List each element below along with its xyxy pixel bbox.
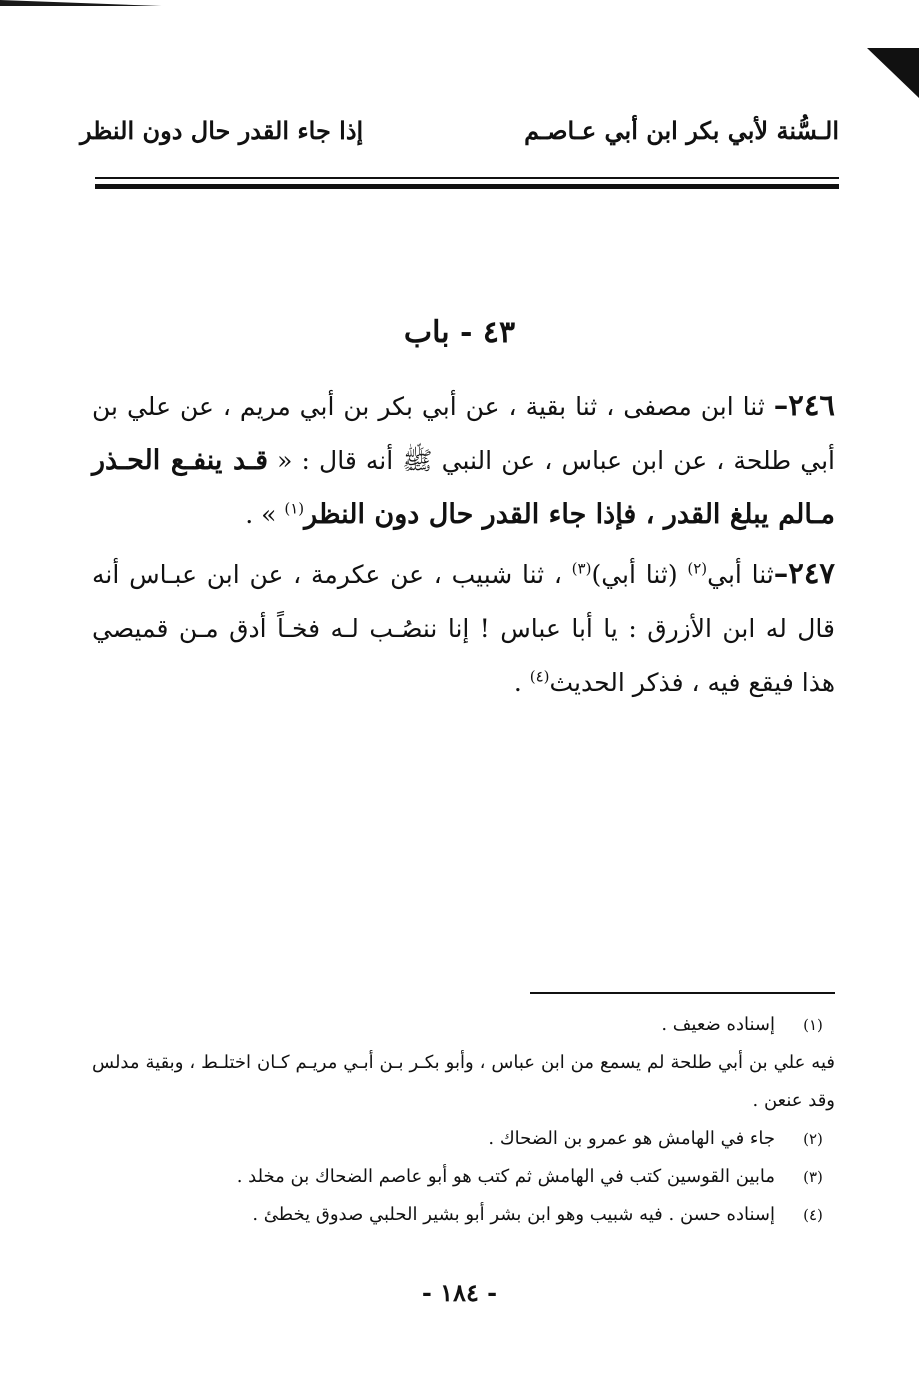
footnotes xyxy=(92,1006,835,1234)
header-rule-thick xyxy=(95,184,839,189)
hadith-text: ثنا ابن مصفى ، ثنا بقية ، عن أبي بكر بن أبي مريم ، عن علي بن أبي طلحة ، عن ابن عباس ، عن النبي ﷺ أنه قال : « xyxy=(92,392,835,475)
hadith-text: (ثنا أبي) xyxy=(591,560,688,589)
hadith-246 xyxy=(92,378,835,542)
footnote-text: مابين القوسين كتب في الهامش ثم كتب هو أبو عاصم الضحاك بن مخلد . xyxy=(236,1166,775,1187)
hadith-text: ثنا أبي xyxy=(707,560,774,589)
footnote-number: (٢) xyxy=(803,1130,823,1148)
hadith-text-end: . xyxy=(513,668,530,697)
footnote-text: إسناده ضعيف . xyxy=(661,1014,775,1035)
header-book-title: الـسُّنة لأبي بكر ابن أبي عـاصـم xyxy=(524,115,839,145)
footnote-text: إسناده حسن . فيه شبيب وهو ابن بشر أبو بشير الحلبي صدوق يخطئ . xyxy=(252,1204,775,1225)
chapter-heading: ٤٣ - باب xyxy=(403,315,516,350)
footnote-1 xyxy=(92,1006,835,1044)
footnote-number: (٣) xyxy=(803,1168,823,1186)
footnote-number: (٤) xyxy=(803,1206,823,1224)
hadith-text-end: » . xyxy=(245,500,285,529)
page-corner-marker xyxy=(867,48,919,98)
hadith-number: ٢٤٧– xyxy=(773,556,835,590)
footnote-ref-3: (٣) xyxy=(571,559,592,578)
hadith-quote: قـد ينفـع الحـذر مـالم يبلغ القدر ، فإذا جاء القدر حال دون النظر xyxy=(92,445,835,530)
footnote-1-continuation: فيه علي بن أبي طلحة لم يسمع من ابن عباس ، وأبو بكـر بـن أبـي مريـم كـان اختلـط ، وبقية مدلس وقد عنعن . xyxy=(92,1052,835,1111)
hadith-247 xyxy=(92,546,835,710)
footnote-separator xyxy=(530,992,835,994)
footnote-2 xyxy=(92,1120,835,1158)
footnote-number: (١) xyxy=(803,1016,823,1034)
footnote-4 xyxy=(92,1196,835,1234)
footnote-3 xyxy=(92,1158,835,1196)
header-rule-thin xyxy=(95,177,839,179)
hadith-text: ، ثنا شبيب ، عن عكرمة ، عن ابن عبـاس أنه قال له ابن الأزرق : يا أبا عباس ! إنا ننصُـب لـه فخـاً أدق مـن قميصي هذا فيقع فيه ، فذكر الحديث xyxy=(92,560,835,697)
footnote-ref-4: (٤) xyxy=(529,667,550,686)
main-text xyxy=(92,378,835,714)
footnote-ref-2: (٢) xyxy=(687,559,708,578)
footnote-ref-1: (١) xyxy=(284,499,305,518)
page-number: - ١٨٤ - xyxy=(421,1278,498,1307)
running-header xyxy=(80,110,839,150)
scan-edge-artifact xyxy=(0,0,390,18)
header-section-title: إذا جاء القدر حال دون النظر xyxy=(80,115,364,145)
footnote-text: جاء في الهامش هو عمرو بن الضحاك . xyxy=(488,1128,775,1149)
hadith-number: ٢٤٦– xyxy=(773,388,835,422)
